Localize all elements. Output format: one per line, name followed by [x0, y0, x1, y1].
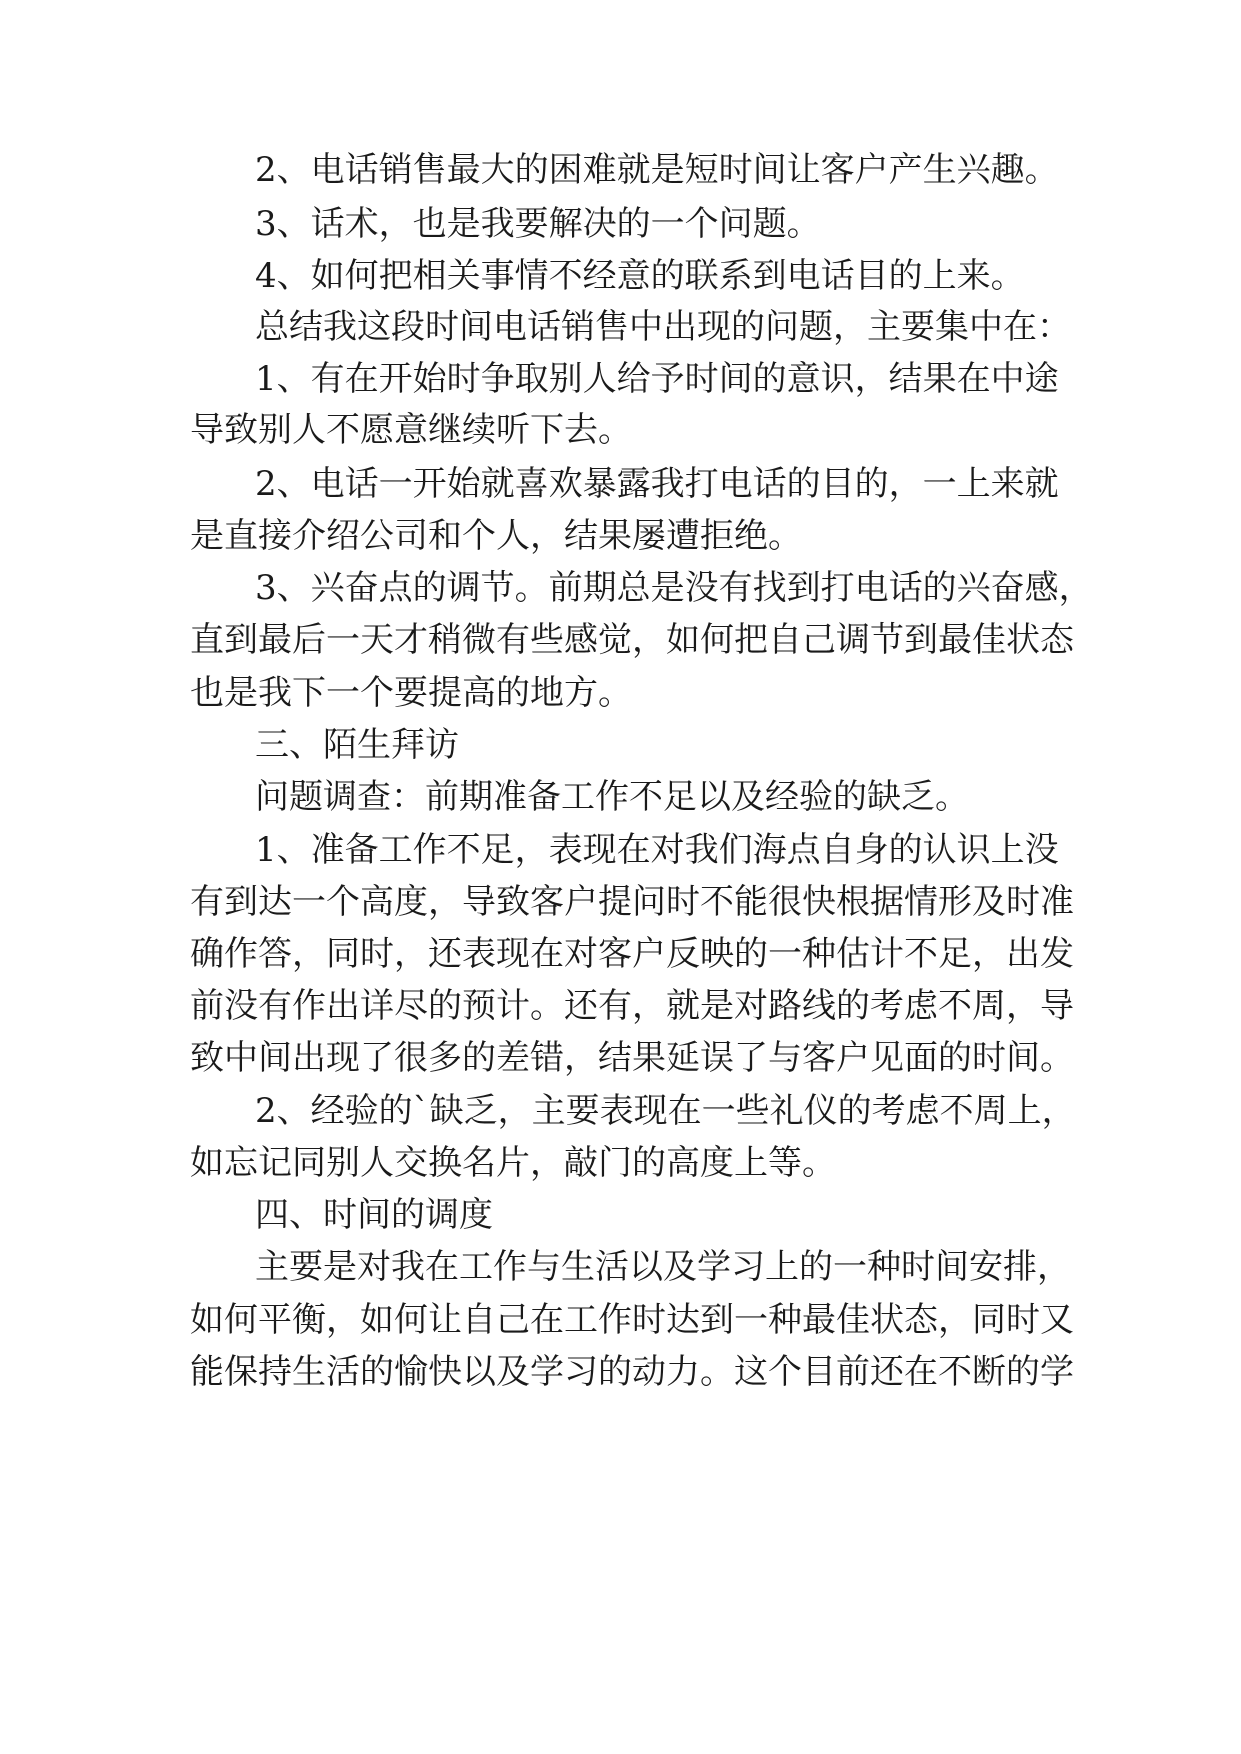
- text-line: 3、兴奋点的调节。前期总是没有找到打电话的兴奋感，: [255, 568, 1093, 608]
- text-line: 有到达一个高度，导致客户提问时不能很快根据情形及时准: [190, 882, 1074, 922]
- text-line: 1、准备工作不足，表现在对我们海点自身的认识上没: [255, 830, 1059, 870]
- text-line: 如何平衡，如何让自己在工作时达到一种最佳状态，同时又: [190, 1300, 1074, 1340]
- text-line: 前没有作出详尽的预计。还有，就是对路线的考虑不周，导: [190, 986, 1074, 1026]
- text-line: 是直接介绍公司和个人，结果屡遭拒绝。: [190, 516, 802, 556]
- text-line: 主要是对我在工作与生活以及学习上的一种时间安排，: [255, 1247, 1071, 1287]
- section-heading: 三、陌生拜访: [255, 725, 459, 765]
- text-line: 问题调查：前期准备工作不足以及经验的缺乏。: [255, 777, 969, 817]
- text-line: 3、话术，也是我要解决的一个问题。: [255, 204, 821, 244]
- section-heading: 四、时间的调度: [255, 1195, 493, 1235]
- text-line: 致中间出现了很多的差错，结果延误了与客户见面的时间。: [190, 1038, 1074, 1078]
- text-line: 总结我这段时间电话销售中出现的问题，主要集中在：: [255, 307, 1071, 347]
- text-line: 导致别人不愿意继续听下去。: [190, 410, 632, 450]
- text-line: 也是我下一个要提高的地方。: [190, 673, 632, 713]
- text-line: 2、经验的`缺乏，主要表现在一些礼仪的考虑不周上，: [255, 1091, 1076, 1131]
- text-line: 能保持生活的愉快以及学习的动力。这个目前还在不断的学: [190, 1352, 1074, 1392]
- text-line: 2、电话销售最大的困难就是短时间让客户产生兴趣。: [255, 150, 1059, 190]
- text-line: 4、如何把相关事情不经意的联系到电话目的上来。: [255, 256, 1025, 296]
- text-line: 确作答，同时，还表现在对客户反映的一种估计不足，出发: [190, 934, 1074, 974]
- text-line: 直到最后一天才稍微有些感觉，如何把自己调节到最佳状态: [190, 620, 1074, 660]
- text-line: 1、有在开始时争取别人给予时间的意识，结果在中途: [255, 359, 1059, 399]
- text-line: 如忘记同别人交换名片，敲门的高度上等。: [190, 1143, 836, 1183]
- text-line: 2、电话一开始就喜欢暴露我打电话的目的，一上来就: [255, 464, 1059, 504]
